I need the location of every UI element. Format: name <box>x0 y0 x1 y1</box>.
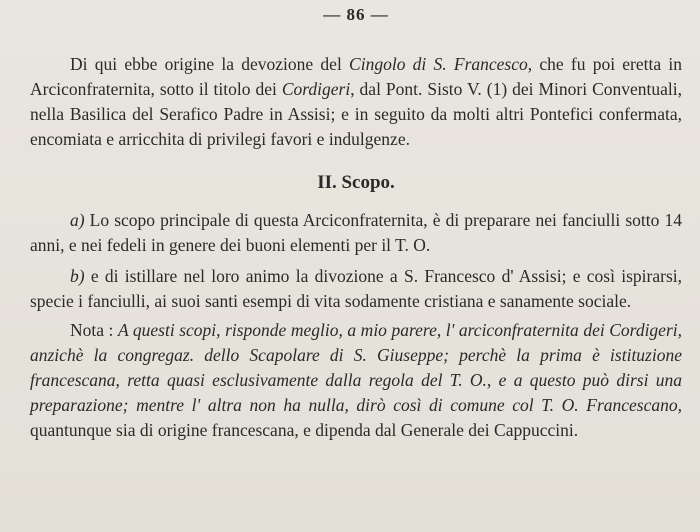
cordigeri-title: Cordigeri <box>281 79 351 99</box>
cingolo-title: Cingolo di S. Francesco <box>349 54 528 74</box>
note-paragraph <box>30 318 682 443</box>
item-b-text: e di istillare nel loro animo la divozione a S. Francesco d' Assisi; e così ispirarsi, specie i fanciulli, ai suoi santi esempi di vita sodamente cristiana e sanamente sociale. <box>30 266 682 311</box>
item-a-text: Lo scopo principale di questa Arciconfraternita, è di preparare nei fanciulli sotto 14 anni, e nei fedeli in genere dei buoni elementi per il T. O. <box>30 210 682 255</box>
paragraph-scope-b <box>30 264 682 314</box>
item-a-marker: a) <box>70 210 85 230</box>
paragraph-origin <box>30 52 682 152</box>
note-normal-text: quantunque sia di origine francescana, e dipenda dal Generale dei Cappuccini. <box>30 420 579 440</box>
item-b-marker: b) <box>70 266 85 286</box>
page-number: — 86 — <box>323 5 389 24</box>
paragraph-origin-text-3: , dal Pont. Sisto V. (1) dei Minori Conventuali, nella Basilica del Serafico Padre in Assisi; e in seguito da molti altri Pontefici confermata, encomiata e arricchita di privilegi favori e indulgenze. <box>30 79 682 149</box>
paragraph-origin-text-2: , che fu poi eretta in Arciconfraternita, sotto il titolo dei <box>30 54 682 99</box>
paragraph-scope-a <box>30 208 682 258</box>
note-italic-text: A questi scopi, risponde meglio, a mio parere, l' arciconfraternita dei Cordigeri, anzichè la congregaz. dello Scapolare di S. Giuseppe; perchè la prima è istituzione francescana, retta quasi esclusivamente dalla regola del T. O., e a questo può dirsi una preparazione; mentre l' altra non ha nulla, dirò così di comune col T. O. Francescano, <box>30 320 682 415</box>
note-label: Nota : <box>70 320 118 340</box>
paragraph-origin-text-1: Di qui ebbe origine la devozione del <box>70 54 350 74</box>
section-heading: II. Scopo. <box>317 172 395 193</box>
